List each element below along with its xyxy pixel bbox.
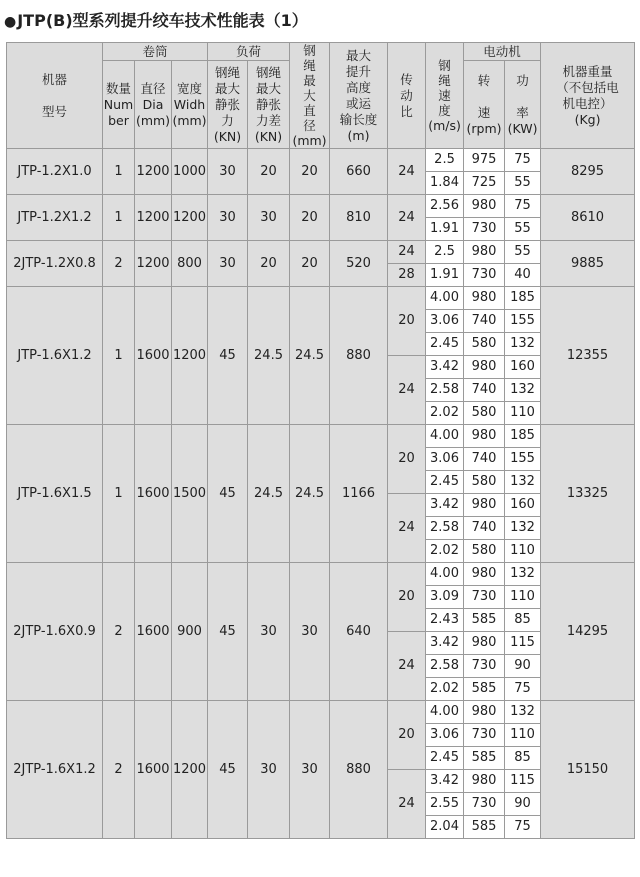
power-cell: 155: [505, 310, 541, 333]
rpm-cell: 730: [464, 218, 505, 241]
quantity-cell: 1: [103, 149, 135, 195]
rpm-cell: 980: [464, 494, 505, 517]
width-cell: 1200: [172, 701, 208, 839]
table-row: [7, 425, 635, 448]
rope-speed-cell: 2.45: [426, 747, 464, 770]
tension-diff-cell: 20: [248, 241, 290, 287]
header-max-static-tension: 钢绳 最大 静张 力 (KN): [208, 61, 248, 149]
rope-speed-cell: 3.06: [426, 448, 464, 471]
dia-cell: 1200: [135, 241, 172, 287]
spec-table-body: [7, 149, 635, 839]
rope-speed-cell: 1.91: [426, 218, 464, 241]
quantity-cell: 1: [103, 425, 135, 563]
tension-diff-cell: 30: [248, 195, 290, 241]
rpm-cell: 585: [464, 678, 505, 701]
rope-speed-cell: 2.55: [426, 793, 464, 816]
header-dia: 直径 Dia (mm): [135, 61, 172, 149]
power-cell: 132: [505, 471, 541, 494]
rope-dia-cell: 24.5: [290, 425, 330, 563]
rpm-cell: 580: [464, 540, 505, 563]
weight-cell: 8610: [541, 195, 635, 241]
header-machine-weight: 机器重量 （不包括电 机电控） (Kg): [541, 43, 635, 149]
rope-speed-cell: 2.02: [426, 678, 464, 701]
rope-dia-cell: 24.5: [290, 287, 330, 425]
quantity-cell: 1: [103, 287, 135, 425]
power-cell: 110: [505, 402, 541, 425]
header-ratio: 传 动 比: [388, 43, 426, 149]
power-cell: 185: [505, 425, 541, 448]
model-cell: JTP-1.2X1.2: [7, 195, 103, 241]
dia-cell: 1600: [135, 287, 172, 425]
rpm-cell: 730: [464, 793, 505, 816]
rpm-cell: 980: [464, 195, 505, 218]
ratio-cell: 24: [388, 241, 426, 264]
rope-speed-cell: 1.84: [426, 172, 464, 195]
tension-diff-cell: 24.5: [248, 287, 290, 425]
rope-speed-cell: 2.58: [426, 379, 464, 402]
tension-cell: 45: [208, 701, 248, 839]
dia-cell: 1200: [135, 195, 172, 241]
rope-dia-cell: 20: [290, 195, 330, 241]
ratio-cell: 20: [388, 563, 426, 632]
rope-dia-cell: 30: [290, 563, 330, 701]
rpm-cell: 980: [464, 563, 505, 586]
power-cell: 160: [505, 494, 541, 517]
rpm-cell: 585: [464, 747, 505, 770]
rope-speed-cell: 2.58: [426, 517, 464, 540]
rope-speed-cell: 2.45: [426, 471, 464, 494]
lift-height-cell: 880: [330, 287, 388, 425]
power-cell: 160: [505, 356, 541, 379]
header-model: 机器 型号: [7, 43, 103, 149]
power-cell: 85: [505, 747, 541, 770]
header-width: 宽度 Widh (mm): [172, 61, 208, 149]
model-cell: 2JTP-1.6X1.2: [7, 701, 103, 839]
rpm-cell: 580: [464, 471, 505, 494]
tension-cell: 45: [208, 287, 248, 425]
tension-diff-cell: 20: [248, 149, 290, 195]
rope-speed-cell: 3.42: [426, 770, 464, 793]
rpm-cell: 980: [464, 241, 505, 264]
power-cell: 110: [505, 540, 541, 563]
rope-speed-cell: 4.00: [426, 425, 464, 448]
weight-cell: 14295: [541, 563, 635, 701]
lift-height-cell: 660: [330, 149, 388, 195]
power-cell: 185: [505, 287, 541, 310]
power-cell: 55: [505, 172, 541, 195]
table-row: [7, 563, 635, 586]
rope-speed-cell: 1.91: [426, 264, 464, 287]
power-cell: 85: [505, 609, 541, 632]
rpm-cell: 740: [464, 448, 505, 471]
ratio-cell: 24: [388, 494, 426, 563]
lift-height-cell: 520: [330, 241, 388, 287]
ratio-cell: 24: [388, 356, 426, 425]
weight-cell: 15150: [541, 701, 635, 839]
ratio-cell: 20: [388, 425, 426, 494]
tension-diff-cell: 24.5: [248, 425, 290, 563]
dia-cell: 1600: [135, 563, 172, 701]
lift-height-cell: 1166: [330, 425, 388, 563]
spec-table: [6, 42, 635, 839]
tension-diff-cell: 30: [248, 563, 290, 701]
tension-cell: 30: [208, 149, 248, 195]
rope-speed-cell: 3.09: [426, 586, 464, 609]
rope-speed-cell: 4.00: [426, 701, 464, 724]
header-rotation-speed: 转 速 (rpm): [464, 61, 505, 149]
width-cell: 1200: [172, 195, 208, 241]
power-cell: 75: [505, 678, 541, 701]
power-cell: 132: [505, 333, 541, 356]
ratio-cell: 24: [388, 195, 426, 241]
lift-height-cell: 640: [330, 563, 388, 701]
quantity-cell: 1: [103, 195, 135, 241]
rpm-cell: 580: [464, 402, 505, 425]
weight-cell: 8295: [541, 149, 635, 195]
weight-cell: 12355: [541, 287, 635, 425]
rpm-cell: 585: [464, 816, 505, 839]
weight-cell: 9885: [541, 241, 635, 287]
rope-dia-cell: 30: [290, 701, 330, 839]
rpm-cell: 980: [464, 632, 505, 655]
width-cell: 1500: [172, 425, 208, 563]
dia-cell: 1600: [135, 425, 172, 563]
rope-speed-cell: 3.42: [426, 494, 464, 517]
rope-speed-cell: 4.00: [426, 563, 464, 586]
power-cell: 75: [505, 195, 541, 218]
rpm-cell: 585: [464, 609, 505, 632]
rope-speed-cell: 3.06: [426, 724, 464, 747]
weight-cell: 13325: [541, 425, 635, 563]
title-text: JTP(B)型系列提升绞车技术性能表（1）: [17, 11, 308, 30]
rope-speed-cell: 2.43: [426, 609, 464, 632]
rope-speed-cell: 3.42: [426, 356, 464, 379]
rpm-cell: 740: [464, 517, 505, 540]
power-cell: 55: [505, 241, 541, 264]
rpm-cell: 730: [464, 724, 505, 747]
page-title: [4, 10, 308, 32]
model-cell: 2JTP-1.6X0.9: [7, 563, 103, 701]
tension-diff-cell: 30: [248, 701, 290, 839]
width-cell: 1200: [172, 287, 208, 425]
rope-speed-cell: 2.5: [426, 149, 464, 172]
header-power: 功 率 (KW): [505, 61, 541, 149]
power-cell: 132: [505, 517, 541, 540]
rope-speed-cell: 3.42: [426, 632, 464, 655]
quantity-cell: 2: [103, 563, 135, 701]
power-cell: 75: [505, 149, 541, 172]
table-row: [7, 287, 635, 310]
quantity-cell: 2: [103, 701, 135, 839]
power-cell: 115: [505, 632, 541, 655]
power-cell: 90: [505, 655, 541, 678]
power-cell: 115: [505, 770, 541, 793]
rpm-cell: 975: [464, 149, 505, 172]
header-quantity: 数量 Num ber: [103, 61, 135, 149]
header-rope-diameter: 钢 绳 最 大 直 径 (mm): [290, 43, 330, 149]
ratio-cell: 20: [388, 701, 426, 770]
ratio-cell: 24: [388, 770, 426, 839]
model-cell: 2JTP-1.2X0.8: [7, 241, 103, 287]
rpm-cell: 740: [464, 310, 505, 333]
model-cell: JTP-1.6X1.5: [7, 425, 103, 563]
rope-speed-cell: 2.02: [426, 540, 464, 563]
rpm-cell: 580: [464, 333, 505, 356]
rope-speed-cell: 2.02: [426, 402, 464, 425]
power-cell: 132: [505, 701, 541, 724]
tension-cell: 45: [208, 425, 248, 563]
rpm-cell: 980: [464, 356, 505, 379]
power-cell: 132: [505, 563, 541, 586]
rpm-cell: 740: [464, 379, 505, 402]
tension-cell: 30: [208, 195, 248, 241]
width-cell: 1000: [172, 149, 208, 195]
header-max-static-tension-diff: 钢绳 最大 静张 力差 (KN): [248, 61, 290, 149]
rope-dia-cell: 20: [290, 241, 330, 287]
power-cell: 90: [505, 793, 541, 816]
rope-speed-cell: 2.45: [426, 333, 464, 356]
table-row: [7, 149, 635, 172]
rpm-cell: 980: [464, 770, 505, 793]
ratio-cell: 24: [388, 632, 426, 701]
rope-speed-cell: 4.00: [426, 287, 464, 310]
lift-height-cell: 810: [330, 195, 388, 241]
quantity-cell: 2: [103, 241, 135, 287]
rpm-cell: 730: [464, 655, 505, 678]
width-cell: 900: [172, 563, 208, 701]
bullet-icon: ●: [4, 14, 17, 30]
rpm-cell: 730: [464, 264, 505, 287]
ratio-cell: 20: [388, 287, 426, 356]
model-cell: JTP-1.6X1.2: [7, 287, 103, 425]
rope-speed-cell: 2.58: [426, 655, 464, 678]
rpm-cell: 980: [464, 287, 505, 310]
ratio-cell: 24: [388, 149, 426, 195]
header-drum: 卷筒: [103, 43, 208, 61]
dia-cell: 1200: [135, 149, 172, 195]
lift-height-cell: 880: [330, 701, 388, 839]
table-row: [7, 701, 635, 724]
power-cell: 40: [505, 264, 541, 287]
width-cell: 800: [172, 241, 208, 287]
model-cell: JTP-1.2X1.0: [7, 149, 103, 195]
power-cell: 132: [505, 379, 541, 402]
tension-cell: 30: [208, 241, 248, 287]
rope-speed-cell: 2.5: [426, 241, 464, 264]
rope-dia-cell: 20: [290, 149, 330, 195]
rpm-cell: 730: [464, 586, 505, 609]
power-cell: 110: [505, 724, 541, 747]
ratio-cell: 28: [388, 264, 426, 287]
power-cell: 110: [505, 586, 541, 609]
table-row: [7, 195, 635, 218]
rpm-cell: 980: [464, 425, 505, 448]
tension-cell: 45: [208, 563, 248, 701]
header-motor: 电动机: [464, 43, 541, 61]
power-cell: 155: [505, 448, 541, 471]
power-cell: 75: [505, 816, 541, 839]
header-lift-height: 最大 提升 高度 或运 输长度 (m): [330, 43, 388, 149]
rpm-cell: 980: [464, 701, 505, 724]
header-load: 负荷: [208, 43, 290, 61]
table-row: [7, 241, 635, 264]
rpm-cell: 725: [464, 172, 505, 195]
power-cell: 55: [505, 218, 541, 241]
dia-cell: 1600: [135, 701, 172, 839]
rope-speed-cell: 3.06: [426, 310, 464, 333]
rope-speed-cell: 2.04: [426, 816, 464, 839]
rope-speed-cell: 2.56: [426, 195, 464, 218]
header-rope-speed: 钢 绳 速 度 (m/s): [426, 43, 464, 149]
